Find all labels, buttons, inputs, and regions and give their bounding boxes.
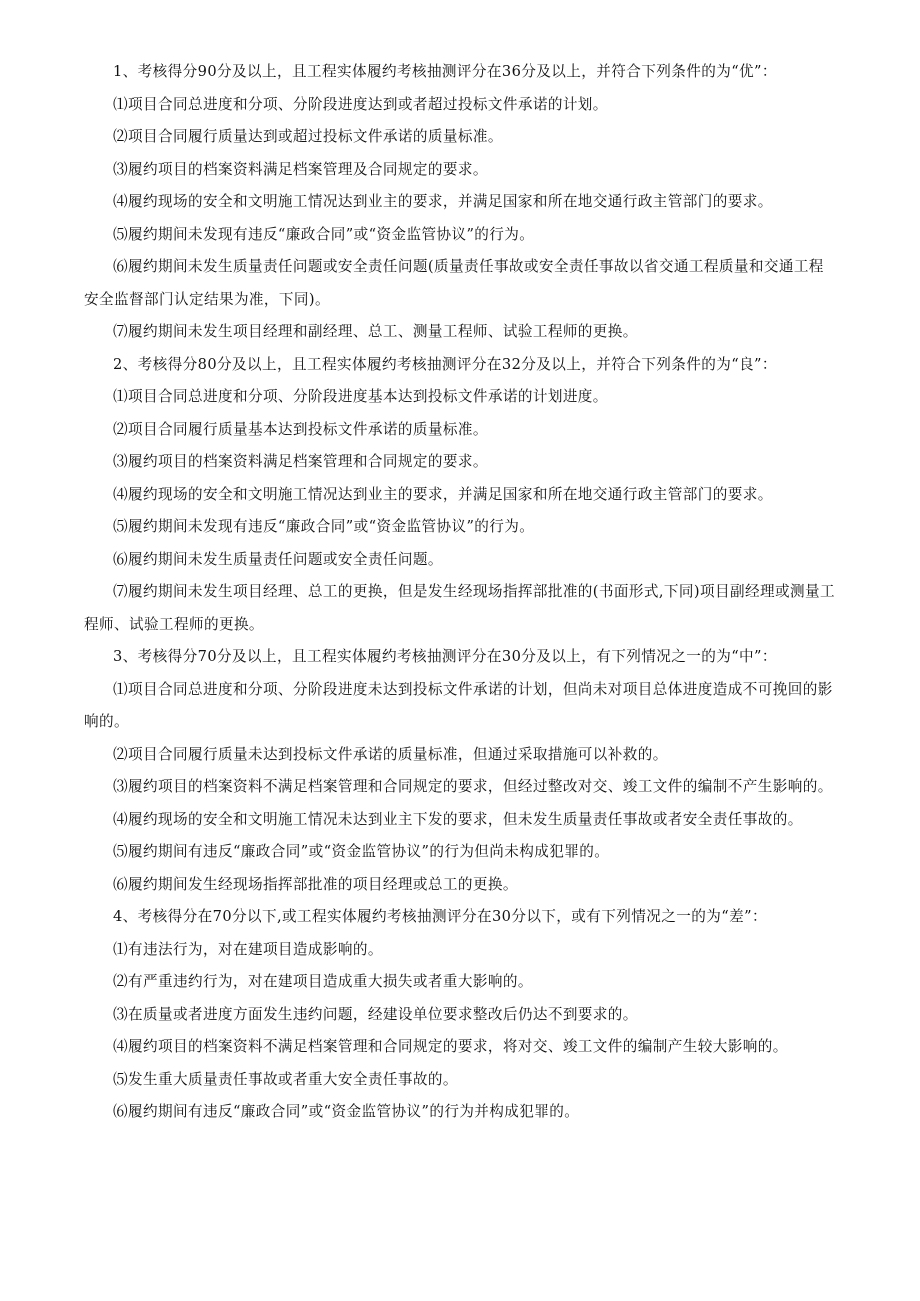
paragraph-tier-3-item-6: ⑹履约期间发生经现场指挥部批准的项目经理或总工的更换。: [113, 875, 518, 893]
paragraph-tier-4-item-6: ⑹履约期间有违反“廉政合同”或“资金监管协议”的行为并构成犯罪的。: [113, 1103, 580, 1120]
paragraph-tier-2-intro: 2、考核得分80分及以上，且工程实体履约考核抽测评分在32分及以上，并符合下列条件的为“良”：: [113, 355, 777, 373]
paragraph-tier-3-item-2: ⑵项目合同履行质量未达到投标文件承诺的质量标准，但通过采取措施可以补救的。: [113, 745, 668, 763]
paragraph-tier-3-item-5: ⑸履约期间有违反“廉政合同”或“资金监管协议”的行为但尚未构成犯罪的。: [113, 843, 610, 860]
paragraph-tier-1-intro: 1、考核得分90分及以上，且工程实体履约考核抽测评分在36分及以上，并符合下列条件的为“优”：: [113, 63, 777, 80]
paragraph-tier-4-intro: 4、考核得分在70分以下,或工程实体履约考核抽测评分在30分以下，或有下列情况之一的为“差”：: [113, 908, 767, 925]
paragraph-tier-3-intro: 3、考核得分70分及以上，且工程实体履约考核抽测评分在30分及以上，有下列情况之一的为“中”：: [113, 648, 777, 665]
paragraph-tier-2-item-7: ⑺履约期间未发生项目经理、总工的更换，但是发生经现场指挥部批准的(书面形式,下同)项目副经理或测量工程师、试验工程师的更换。: [84, 583, 835, 633]
paragraph-tier-4-item-3: ⑶在质量或者进度方面发生违约问题，经建设单位要求整改后仍达不到要求的。: [113, 1005, 638, 1023]
paragraph-tier-2-item-4: ⑷履约现场的安全和文明施工情况达到业主的要求，并满足国家和所在地交通行政主管部门的要求。: [113, 485, 773, 503]
paragraph-tier-2-item-2: ⑵项目合同履行质量基本达到投标文件承诺的质量标准。: [113, 420, 488, 438]
paragraph-tier-1-item-1: ⑴项目合同总进度和分项、分阶段进度达到或者超过投标文件承诺的计划。: [113, 95, 608, 113]
paragraph-tier-1-item-3: ⑶履约项目的档案资料满足档案管理及合同规定的要求。: [113, 160, 488, 178]
paragraph-tier-2-item-1: ⑴项目合同总进度和分项、分阶段进度基本达到投标文件承诺的计划进度。: [113, 388, 608, 405]
paragraph-tier-1-item-2: ⑵项目合同履行质量达到或超过投标文件承诺的质量标准。: [113, 128, 503, 145]
document-page: [84, 56, 836, 1129]
paragraph-tier-1-item-5: ⑸履约期间未发现有违反“廉政合同”或“资金监管协议”的行为。: [113, 225, 535, 243]
paragraph-tier-1-item-4: ⑷履约现场的安全和文明施工情况达到业主的要求，并满足国家和所在地交通行政主管部门的要求。: [113, 193, 773, 210]
paragraph-tier-4-item-5: ⑸发生重大质量责任事故或者重大安全责任事故的。: [113, 1070, 458, 1088]
paragraph-tier-4-item-1: ⑴有违法行为，对在建项目造成影响的。: [113, 940, 383, 958]
paragraph-tier-2-item-6: ⑹履约期间未发生质量责任问题或安全责任问题。: [113, 550, 443, 568]
paragraph-tier-1-item-6: ⑹履约期间未发生质量责任问题或安全责任问题(质量责任事故或安全责任事故以省交通工程质量和交通工程安全监督部门认定结果为准，下同)。: [84, 258, 824, 308]
paragraph-tier-3-item-1: ⑴项目合同总进度和分项、分阶段进度未达到投标文件承诺的计划，但尚未对项目总体进度造成不可挽回的影响的。: [84, 680, 833, 730]
paragraph-tier-1-item-7: ⑺履约期间未发生项目经理和副经理、总工、测量工程师、试验工程师的更换。: [113, 323, 638, 340]
paragraph-tier-3-item-4: ⑷履约现场的安全和文明施工情况未达到业主下发的要求，但未发生质量责任事故或者安全责任事故的。: [113, 810, 803, 828]
paragraph-tier-4-item-4: ⑷履约项目的档案资料不满足档案管理和合同规定的要求，将对交、竣工文件的编制产生较大影响的。: [113, 1038, 788, 1055]
paragraph-tier-4-item-2: ⑵有严重违约行为，对在建项目造成重大损失或者重大影响的。: [113, 973, 533, 990]
paragraph-tier-3-item-3: ⑶履约项目的档案资料不满足档案管理和合同规定的要求，但经过整改对交、竣工文件的编制不产生影响的。: [113, 778, 833, 795]
paragraph-tier-2-item-5: ⑸履约期间未发现有违反“廉政合同”或“资金监管协议”的行为。: [113, 518, 535, 535]
paragraph-tier-2-item-3: ⑶履约项目的档案资料满足档案管理和合同规定的要求。: [113, 453, 488, 470]
